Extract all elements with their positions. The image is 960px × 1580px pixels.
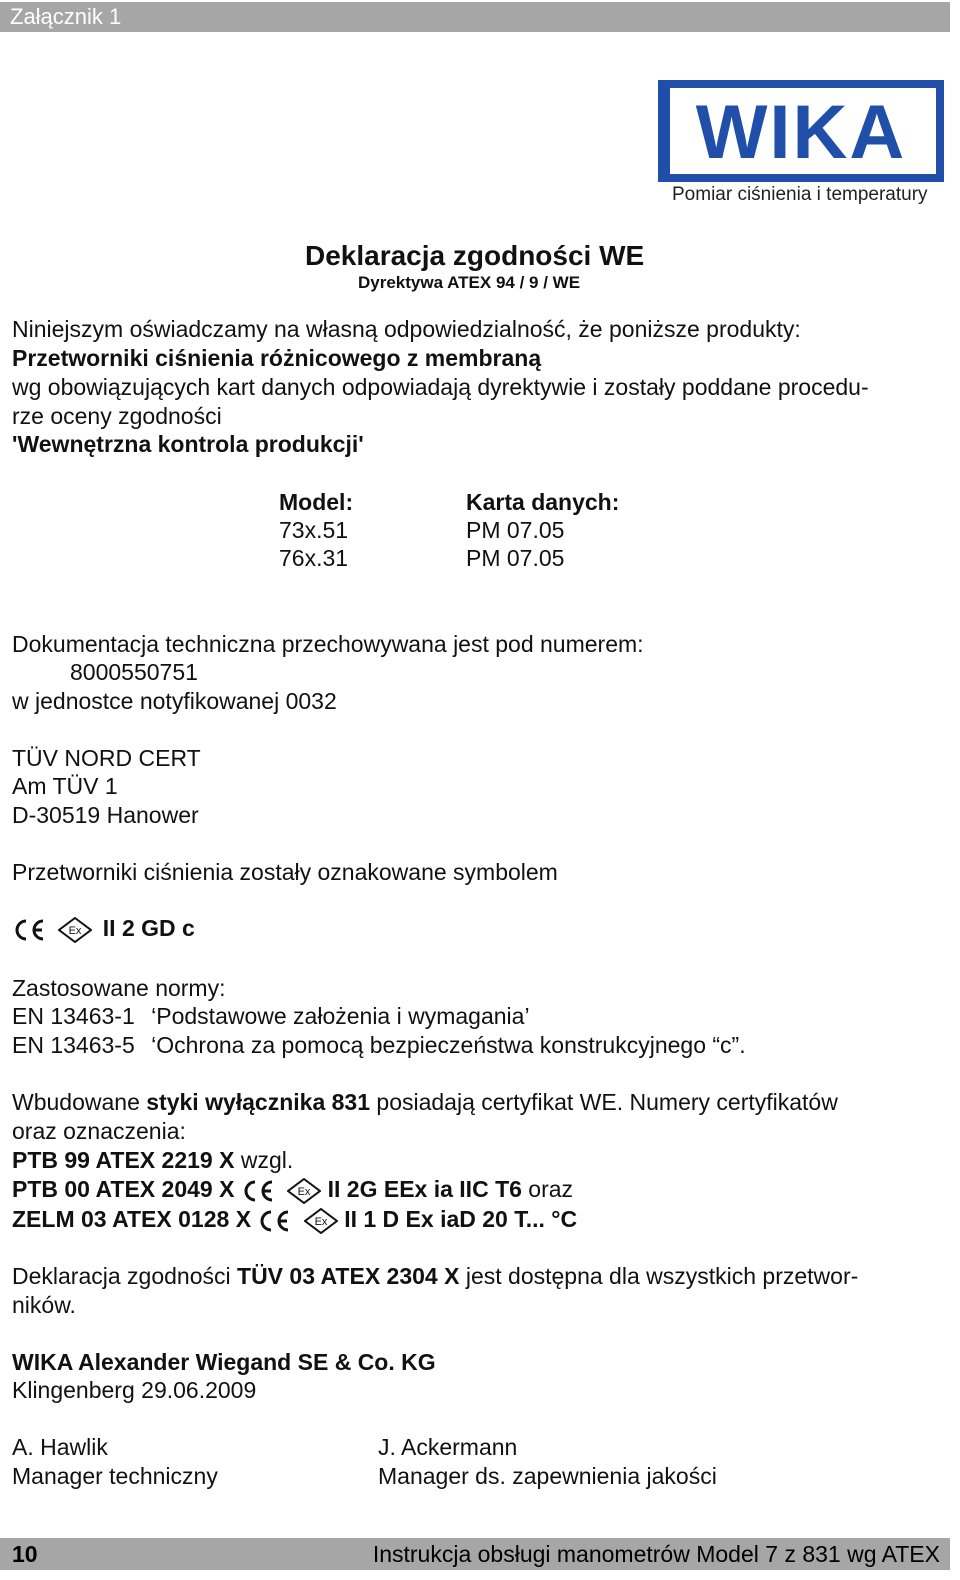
ex-mark-icon (287, 1178, 321, 1204)
switch-line (12, 1088, 838, 1116)
signatory-role: Manager ds. zapewnienia jakości (378, 1463, 717, 1489)
notified-body-street: Am TÜV 1 (12, 773, 118, 799)
tuv-text: Deklaracja zgodności (12, 1263, 238, 1289)
signatory-name: A. Hawlik (12, 1434, 108, 1460)
model-cell: 76x.31 (279, 545, 349, 571)
notified-body-city: D-30519 Hanower (12, 802, 199, 828)
company-tagline: Pomiar ciśnienia i temperatury (672, 184, 928, 205)
certificate-number: PTB 99 ATEX 2219 X (12, 1147, 235, 1173)
certificate-marking: II 2G EEx ia IIC T6 (327, 1176, 522, 1202)
certificate-marking: II 1 D Ex iaD 20 T... °C (344, 1206, 578, 1232)
datasheet-cell: PM 07.05 (466, 517, 565, 543)
tuv-certificate: TÜV 03 ATEX 2304 X (237, 1263, 460, 1289)
product-name: Przetworniki ciśnienia różnicowego z membraną (12, 345, 542, 371)
svg-text:Ex: Ex (297, 1185, 311, 1198)
svg-text:Ex: Ex (314, 1215, 328, 1228)
intro-line: Niniejszym oświadczamy na własną odpowiedzialność, że poniższe produkty: (12, 316, 801, 342)
marking-code: II 2 GD c (102, 915, 195, 941)
documentation-number: 8000550751 (70, 659, 198, 685)
model-header: Model: (279, 489, 354, 515)
footer-title: Instrukcja obsługi manometrów Model 7 z 831 wg ATEX (372, 1541, 940, 1567)
marking-row (12, 914, 195, 943)
standard-description: ‘Ochrona za pomocą bezpieczeństwa konstrukcyjnego “c”. (151, 1032, 746, 1058)
signatory-name: J. Ackermann (378, 1434, 518, 1460)
certificate-line (12, 1175, 573, 1204)
datasheet-cell: PM 07.05 (466, 545, 565, 571)
logo-text: WIKA (695, 90, 907, 175)
intro-line: wg obowiązujących kart danych odpowiadają dyrektywie i zostały poddane procedu- (12, 374, 869, 400)
standard-code: EN 13463-5 (12, 1032, 135, 1058)
tuv-declaration-line: ników. (12, 1292, 76, 1318)
wika-logo (658, 80, 944, 182)
certificate-number: PTB 00 ATEX 2049 X (12, 1176, 235, 1202)
ex-mark-icon (58, 917, 92, 943)
declaration-directive: Dyrektywa ATEX 94 / 9 / WE (358, 273, 581, 292)
ce-mark-icon (241, 1179, 275, 1203)
standard-description: ‘Podstawowe założenia i wymagania’ (151, 1003, 530, 1029)
datasheet-header: Karta danych: (466, 489, 620, 515)
model-cell: 73x.51 (279, 517, 349, 543)
certificate-number: ZELM 03 ATEX 0128 X (12, 1206, 252, 1232)
certificate-line (12, 1146, 293, 1174)
tuv-declaration-line (12, 1262, 858, 1290)
intro-line: rze oceny zgodności (12, 403, 222, 429)
ce-mark-icon (257, 1209, 291, 1233)
certificate-suffix: wzgl. (234, 1147, 294, 1173)
place-date: Klingenberg 29.06.2009 (12, 1377, 257, 1403)
standard-code: EN 13463-1 (12, 1003, 135, 1029)
switch-text: Wbudowane (12, 1089, 147, 1115)
declaration-title: Deklaracja zgodności WE (305, 240, 645, 271)
notified-body-name: TÜV NORD CERT (12, 745, 201, 771)
header-bar (0, 2, 950, 32)
svg-text:Ex: Ex (68, 924, 82, 937)
certificate-suffix: oraz (521, 1176, 574, 1202)
procedure-name: 'Wewnętrzna kontrola produkcji' (12, 431, 364, 457)
standard-item (12, 1002, 530, 1030)
ex-mark-icon (304, 1208, 338, 1234)
marking-intro: Przetworniki ciśnienia zostały oznakowane symbolem (12, 859, 558, 885)
certificate-line (12, 1205, 577, 1234)
switch-model: styki wyłącznika 831 (146, 1089, 371, 1115)
switch-line: oraz oznaczenia: (12, 1118, 186, 1144)
switch-text: posiadają certyfikat WE. Numery certyfikatów (370, 1089, 838, 1115)
standard-item (12, 1031, 746, 1059)
company-name: WIKA Alexander Wiegand SE & Co. KG (12, 1349, 436, 1375)
standards-heading: Zastosowane normy: (12, 975, 226, 1001)
appendix-title: Załącznik 1 (10, 4, 122, 29)
page-number: 10 (12, 1541, 38, 1567)
signatory-role: Manager techniczny (12, 1463, 218, 1489)
documentation-line: Dokumentacja techniczna przechowywana jest pod numerem: (12, 631, 644, 657)
tuv-text: jest dostępna dla wszystkich przetwor- (459, 1263, 859, 1289)
ce-mark-icon (12, 918, 46, 942)
documentation-line: w jednostce notyfikowanej 0032 (12, 688, 337, 714)
